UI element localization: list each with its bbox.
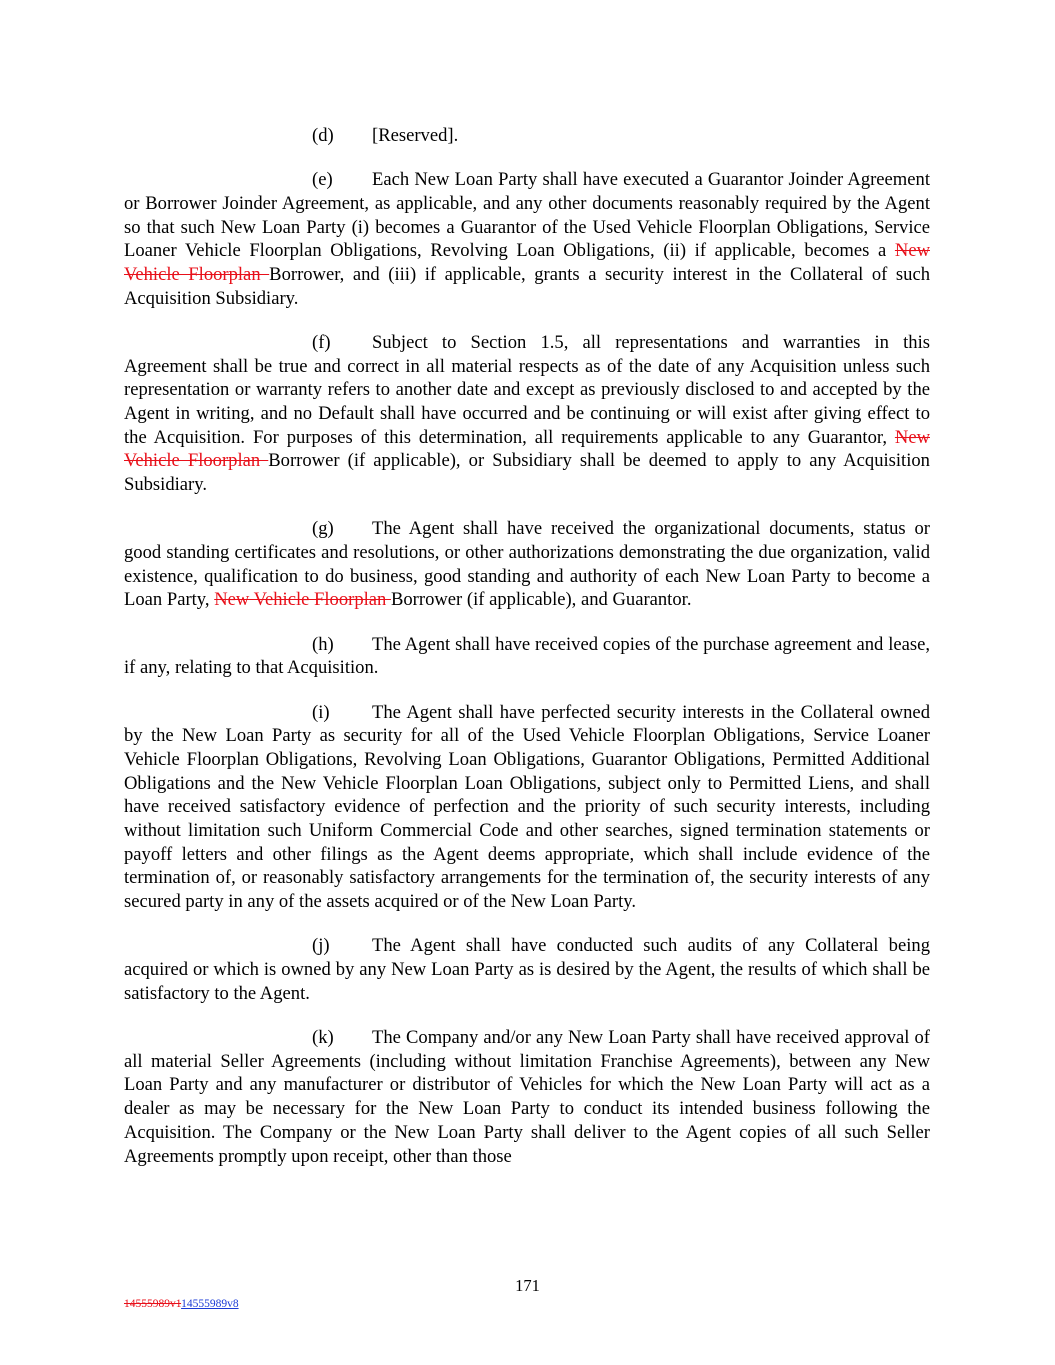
paragraph-g <box>124 517 930 612</box>
paragraph-d <box>124 124 930 148</box>
paragraph-text-continued: Borrower (if applicable), or Subsidiary shall be deemed to apply to any Acquisition Subsidiary. <box>124 450 930 496</box>
paragraph-text-continued: Borrower, and (iii) if applicable, grants a security interest in the Collateral of such Acquisition Subsidiary. <box>124 264 931 309</box>
document-body <box>124 124 930 1189</box>
document-id-inserted: 14555989v8 <box>181 1298 239 1310</box>
paragraph-text: The Agent shall have received copies of the purchase agreement and lease, if any, relating to that Acquisition. <box>124 633 930 679</box>
paragraph-text: Subject to Section 1.5, all representations and warranties in this Agreement shall be true and correct in all material respects as of the date of any Acquisition unless such representation or warranty refers to another date and except as previously disclosed to and accepted by the Agent in writing, and no Default shall have occurred and be continuing or will exist after giving effect to the Acquisition. For purposes of this determination, all requirements applicable to any Guarantor, <box>124 331 930 448</box>
paragraph-label: (e) <box>312 169 333 191</box>
paragraph-text: The Agent shall have perfected security interests in the Collateral owned by the New Loan Party as security for all of the Used Vehicle Floorplan Obligations, Service Loaner Vehicle Floorplan Obligations, Revolving Loan Obligations, Guarantor Obligations, Permitted Additional Obligations and the New Vehicle Floorplan Loan Obligations, subject only to Permitted Liens, and shall have received satisfactory evidence of perfection and the priority of such security interests, including without limitation such Uniform Commercial Code and other searches, signed termination statements or payoff letters and other filings as the Agent deems appropriate, which shall include evidence of the termination of, or reasonably satisfactory arrangements for the termination of, the security interests of any secured party in any of the assets acquired or of the New Loan Party. <box>124 701 930 913</box>
deleted-text: New Vehicle Floorplan <box>124 426 930 472</box>
paragraph-text: The Agent shall have received the organizational documents, status or good standing certificates and resolutions, or other authorizations demonstrating the due organization, valid existence, qualification to do business, good standing and authority of each New Loan Party to become a Loan Party, <box>124 518 930 611</box>
paragraph-text-continued: Borrower (if applicable), and Guarantor. <box>390 589 692 611</box>
paragraph-label: (d) <box>312 125 334 146</box>
paragraph-i <box>124 701 930 914</box>
page-number: 171 <box>515 1276 540 1295</box>
paragraph-label: (k) <box>312 1027 334 1048</box>
paragraph-label: (i) <box>312 701 330 723</box>
paragraph-j <box>124 934 930 1005</box>
paragraph-label: (g) <box>312 518 334 540</box>
deleted-text: New Vehicle Floorplan <box>214 589 391 611</box>
paragraph-h <box>124 633 930 680</box>
paragraph-f <box>124 331 930 497</box>
document-id <box>124 1298 239 1310</box>
paragraph-text: The Company and/or any New Loan Party shall have received approval of all material Seller Agreements (including without limitation Franchise Agreements), between any New Loan Party and any manufacturer or distributor of Vehicles for which the New Loan Party will act as a dealer as may be necessary for the New Loan Party to conduct its intended business following the Acquisition. The Company or the New Loan Party shall deliver to the Agent copies of all such Seller Agreements promptly upon receipt, other than those <box>124 1027 930 1167</box>
paragraph-text: Each New Loan Party shall have executed a Guarantor Joinder Agreement or Borrower Joinder Agreement, as applicable, and any other documents reasonably required by the Agent so that such New Loan Party (i) becomes a Guarantor of the Used Vehicle Floorplan Obligations, Service Loaner Vehicle Floorplan Obligations, Revolving Loan Obligations, (ii) if applicable, becomes a <box>124 169 930 262</box>
paragraph-label: (j) <box>312 935 330 957</box>
paragraph-label: (h) <box>312 633 334 655</box>
paragraph-label: (f) <box>312 331 331 353</box>
document-id-deleted: 14555989v1 <box>124 1298 182 1310</box>
paragraph-text: [Reserved]. <box>372 125 459 146</box>
paragraph-k <box>124 1026 930 1168</box>
paragraph-e <box>124 168 930 310</box>
paragraph-text: The Agent shall have conducted such audits of any Collateral being acquired or which is owned by any New Loan Party as is desired by the Agent, the results of which shall be satisfactory to the Agent. <box>124 935 930 1004</box>
deleted-text: New Vehicle Floorplan <box>124 240 930 286</box>
